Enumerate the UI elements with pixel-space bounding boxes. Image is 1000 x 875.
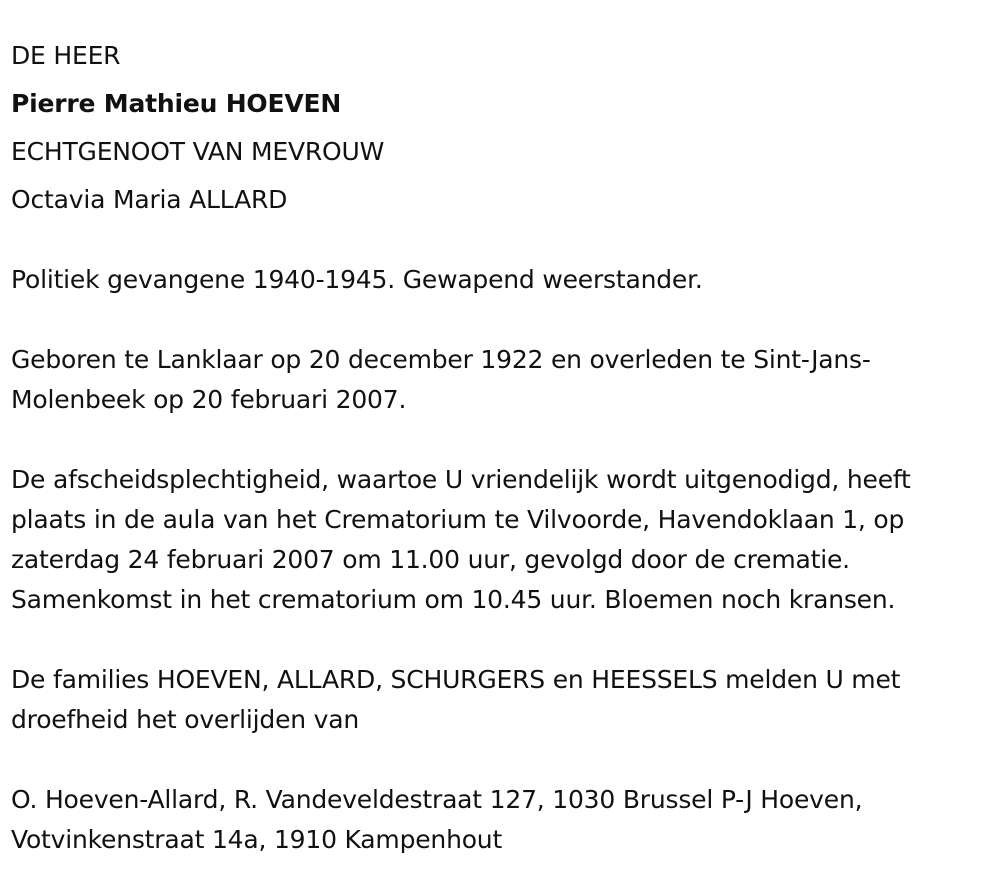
salutation: DE HEER <box>11 41 121 70</box>
birth-death-line-2: Molenbeek op 20 februari 2007. <box>11 385 407 414</box>
families-line-1: De families HOEVEN, ALLARD, SCHURGERS en HEESSELS melden U met <box>11 665 901 694</box>
ceremony-line-2: plaats in de aula van het Crematorium te Vilvoorde, Havendoklaan 1, op <box>11 505 905 534</box>
ceremony-line-3: zaterdag 24 februari 2007 om 11.00 uur, gevolgd door de crematie. <box>11 545 850 574</box>
ceremony-line-4: Samenkomst in het crematorium om 10.45 uur. Bloemen noch kransen. <box>11 585 896 614</box>
bio-text: Politiek gevangene 1940-1945. Gewapend weerstander. <box>11 265 703 294</box>
families-line-2: droefheid het overlijden van <box>11 705 360 734</box>
spouse-name: Octavia Maria ALLARD <box>11 185 288 214</box>
spouse-label: ECHTGENOOT VAN MEVROUW <box>11 137 385 166</box>
ceremony-line-1: De afscheidsplechtigheid, waartoe U vriendelijk wordt uitgenodigd, heeft <box>11 465 911 494</box>
birth-death-line-1: Geboren te Lanklaar op 20 december 1922 en overleden te Sint-Jans- <box>11 345 871 374</box>
deceased-name: Pierre Mathieu HOEVEN <box>11 89 342 118</box>
address-line-2: Votvinkenstraat 14a, 1910 Kampenhout <box>11 825 503 854</box>
address-line-1: O. Hoeven-Allard, R. Vandeveldestraat 127, 1030 Brussel P-J Hoeven, <box>11 785 863 814</box>
